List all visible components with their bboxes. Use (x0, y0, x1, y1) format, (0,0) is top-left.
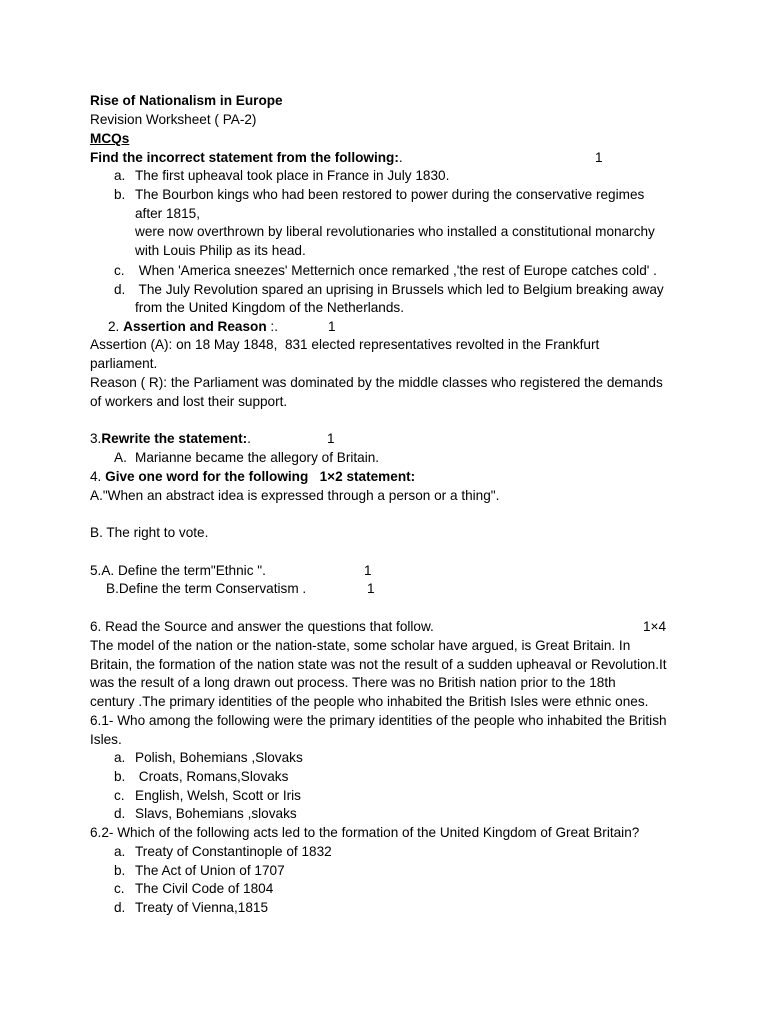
q3-number: 3. (90, 431, 102, 446)
q1-prompt-line (90, 148, 403, 167)
q3-suffix: . (247, 431, 251, 446)
q2-prompt: Assertion and Reason (123, 319, 267, 334)
q5-item-b: B.Define the term Conservatism . (106, 581, 307, 596)
q1-option-text: with Louis Philip as its head. (135, 243, 306, 258)
q6-1-option-letter: b. (114, 769, 126, 784)
q6-2-question: 6.2- Which of the following acts led to the formation of the United Kingdom of Great Britain? (90, 825, 640, 840)
q2-prompt-line (108, 317, 278, 336)
q1-option-text: The July Revolution spared an uprising in Brussels which led to Belgium breaking away (135, 282, 664, 297)
q6-marks: 1×4 (643, 619, 667, 634)
q6-1-option-text: Polish, Bohemians ,Slovaks (135, 750, 303, 765)
q2-reason: of workers and lost their support. (90, 394, 288, 409)
q1-prompt: Find the incorrect statement from the following: (90, 150, 399, 165)
q6-2-option-letter: d. (114, 900, 126, 915)
q6-1-option-text: Croats, Romans,Slovaks (135, 769, 289, 784)
q6-1-question: Isles. (90, 732, 122, 747)
q5-item-b-marks: 1 (367, 581, 375, 596)
q6-prompt: 6. Read the Source and answer the questions that follow. (90, 619, 434, 634)
q6-2-option-letter: b. (114, 863, 126, 878)
q2-number: 2. (108, 319, 120, 334)
q1-option-text: were now overthrown by liberal revolutionaries who installed a constitutional monarchy (135, 224, 655, 239)
q6-2-option-text: The Civil Code of 1804 (135, 881, 274, 896)
q1-marks: 1 (595, 150, 603, 165)
q2-assertion: Assertion (A): on 18 May 1848, 831 elected representatives revolted in the Frankfurt (90, 337, 600, 352)
worksheet-subtitle: Revision Worksheet ( PA-2) (90, 112, 257, 127)
worksheet-title: Rise of Nationalism in Europe (90, 93, 283, 108)
q6-1-option-text: English, Welsh, Scott or Iris (135, 788, 301, 803)
q6-1-question: 6.1- Who among the following were the primary identities of the people who inhabited the British (90, 713, 667, 728)
q4-prompt-line (90, 467, 415, 486)
q3-item: Marianne became the allegory of Britain. (135, 450, 380, 465)
q1-option-text: When 'America sneezes' Metternich once remarked ,'the rest of Europe catches cold' . (135, 263, 657, 278)
q6-2-option-text: Treaty of Constantinople of 1832 (135, 844, 332, 859)
q6-2-option-letter: c. (114, 881, 125, 896)
q1-option-text: The Bourbon kings who had been restored to power during the conservative regimes (135, 187, 645, 202)
q3-marks: 1 (327, 431, 335, 446)
q1-option-letter: a. (114, 168, 126, 183)
q2-assertion: parliament. (90, 356, 158, 371)
q1-option-letter: c. (114, 263, 125, 278)
q1-option-letter: d. (114, 282, 126, 297)
q6-source-line: century .The primary identities of the people who inhabited the British Isles were ethnic ones. (90, 694, 649, 709)
q4-item-a: A."When an abstract idea is expressed through a person or a thing". (90, 488, 500, 503)
q6-1-option-text: Slavs, Bohemians ,slovaks (135, 806, 297, 821)
q3-item-letter: A. (114, 450, 127, 465)
q6-2-option-text: The Act of Union of 1707 (135, 863, 285, 878)
q1-option-text: from the United Kingdom of the Netherlands. (135, 300, 405, 315)
q6-2-option-letter: a. (114, 844, 126, 859)
q6-2-option-text: Treaty of Vienna,1815 (135, 900, 269, 915)
q4-item-b: B. The right to vote. (90, 525, 209, 540)
q4-number: 4. (90, 469, 106, 484)
q1-option-text: after 1815, (135, 206, 200, 221)
q5-item-a: 5.A. Define the term"Ethnic ". (90, 563, 266, 578)
q1-option-letter: b. (114, 187, 126, 202)
q2-reason: Reason ( R): the Parliament was dominated by the middle classes who registered the demands (90, 375, 663, 390)
q5-item-a-marks: 1 (364, 563, 372, 578)
section-heading: MCQs (90, 131, 130, 146)
q6-1-option-letter: d. (114, 806, 126, 821)
q1-suffix: . (398, 150, 403, 165)
q6-1-option-letter: a. (114, 750, 126, 765)
q1-option-text: The first upheaval took place in France in July 1830. (135, 168, 450, 183)
q3-prompt-line (90, 429, 251, 448)
q3-prompt: Rewrite the statement: (101, 431, 248, 446)
q6-source-line: Britain, the formation of the nation state was not the result of a sudden upheaval or Revolution.It (90, 657, 667, 672)
q6-source-line: The model of the nation or the nation-state, some scholar have argued, is Great Britain. In (90, 638, 631, 653)
q2-suffix: :. (266, 319, 278, 334)
q6-1-option-letter: c. (114, 788, 125, 803)
q4-prompt: Give one word for the following 1×2 statement: (105, 469, 416, 484)
q6-source-line: was the result of a long drawn out process. There was no British nation prior to the 18th (90, 675, 616, 690)
q2-marks: 1 (328, 319, 336, 334)
